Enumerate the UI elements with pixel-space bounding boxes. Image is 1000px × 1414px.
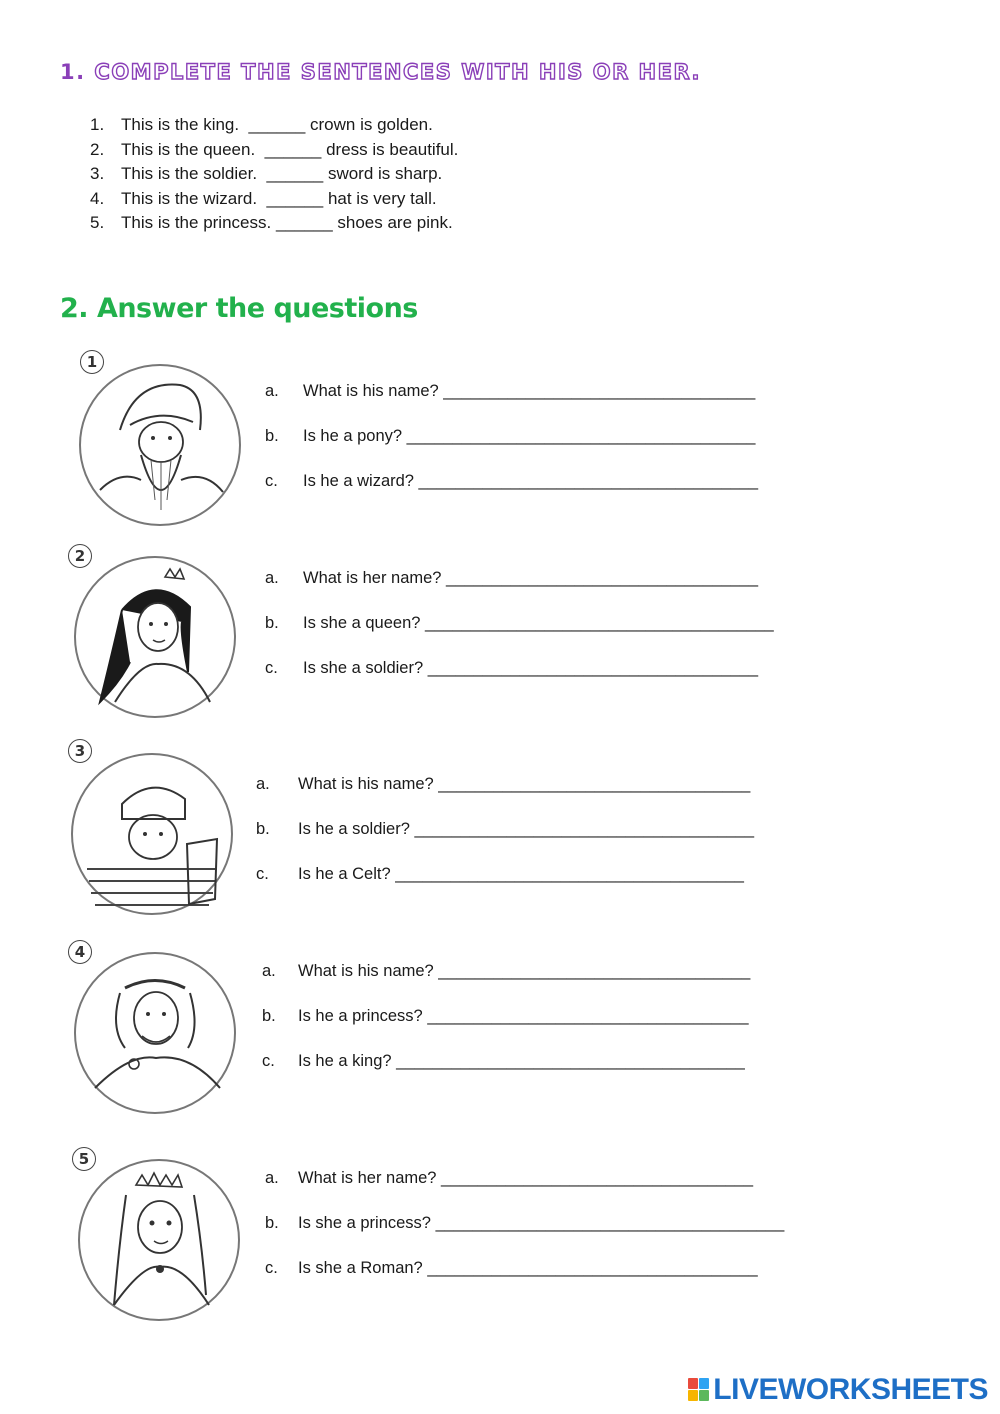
section-1-heading-text: COMPLETE THE SENTENCES WITH HIS OR HER. [94, 60, 702, 84]
question-letter: a. [265, 382, 279, 400]
princess-portrait [74, 1155, 244, 1325]
sentence-number: 1. [90, 115, 105, 134]
number-badge: 1 [80, 350, 104, 374]
section-2-title: 2. Answer the questions [60, 293, 418, 324]
sentence-list [90, 113, 458, 236]
question-text: Is she a Roman? ____________________________________ [298, 1259, 758, 1277]
question-letter: b. [265, 1214, 279, 1232]
liveworksheets-logo[interactable] [688, 1374, 988, 1406]
question-letter: c. [265, 1259, 278, 1277]
question-text: Is he a soldier? _____________________________________ [298, 820, 755, 838]
question-text: What is his name? __________________________________ [298, 775, 751, 793]
number-badge: 4 [68, 940, 92, 964]
sentence-text: This is the wizard. ______ hat is very tall. [121, 188, 437, 208]
question-letter: b. [262, 1007, 276, 1025]
question-text: What is her name? __________________________________ [303, 569, 759, 587]
logo-blocks-icon [688, 1378, 710, 1402]
section-1-title [60, 60, 701, 84]
sentence-item [90, 113, 458, 138]
question-text: Is she a soldier? ____________________________________ [303, 659, 759, 677]
question-text: Is he a king? ______________________________________ [298, 1052, 745, 1070]
question-letter: a. [256, 775, 270, 793]
question-text: Is he a pony? ______________________________________ [303, 427, 756, 445]
sentence-number: 5. [90, 213, 105, 232]
question-text: Is he a wizard? _____________________________________ [303, 472, 759, 490]
sentence-text: This is the soldier. ______ sword is sharp. [121, 164, 443, 183]
question-letter: a. [265, 569, 279, 587]
sentence-item [90, 211, 458, 236]
question-text: Is he a princess? ___________________________________ [298, 1007, 749, 1025]
question-letter: a. [265, 1169, 279, 1187]
question-letter: c. [265, 659, 278, 677]
question-letter: c. [256, 865, 269, 883]
sentence-text: This is the princess. ______ shoes are pink. [121, 213, 453, 232]
sentence-text: This is the king. ______ crown is golden. [121, 115, 433, 134]
question-letter: b. [256, 820, 270, 838]
question-text: What is his name? __________________________________ [298, 962, 751, 980]
question-letter: a. [262, 962, 276, 980]
question-letter: c. [262, 1052, 275, 1070]
sentence-item [90, 187, 458, 212]
question-letter: c. [265, 472, 278, 490]
sentence-item [90, 162, 458, 187]
number-badge: 2 [68, 544, 92, 568]
question-text: Is he a Celt? ______________________________________ [298, 865, 744, 883]
queen-portrait [70, 552, 240, 722]
question-text: Is she a princess? ______________________________________ [298, 1214, 785, 1232]
sentence-number: 3. [90, 164, 105, 183]
sentence-number: 2. [90, 139, 105, 159]
wizard-portrait [75, 360, 245, 530]
sentence-text: This is the queen. ______ dress is beautiful. [121, 139, 459, 159]
number-badge: 5 [72, 1147, 96, 1171]
sentence-number: 4. [90, 188, 105, 208]
sentence-item [90, 138, 458, 163]
section-1-number: 1. [60, 60, 86, 84]
question-text: Is she a queen? ______________________________________ [303, 614, 774, 632]
soldier-portrait [67, 749, 237, 919]
question-text: What is her name? __________________________________ [298, 1169, 754, 1187]
brand-name: LIVEWORKSHEETS [713, 1373, 988, 1406]
question-text: What is his name? __________________________________ [303, 382, 756, 400]
question-letter: b. [265, 427, 279, 445]
question-letter: b. [265, 614, 279, 632]
king-portrait [70, 948, 240, 1118]
number-badge: 3 [68, 739, 92, 763]
